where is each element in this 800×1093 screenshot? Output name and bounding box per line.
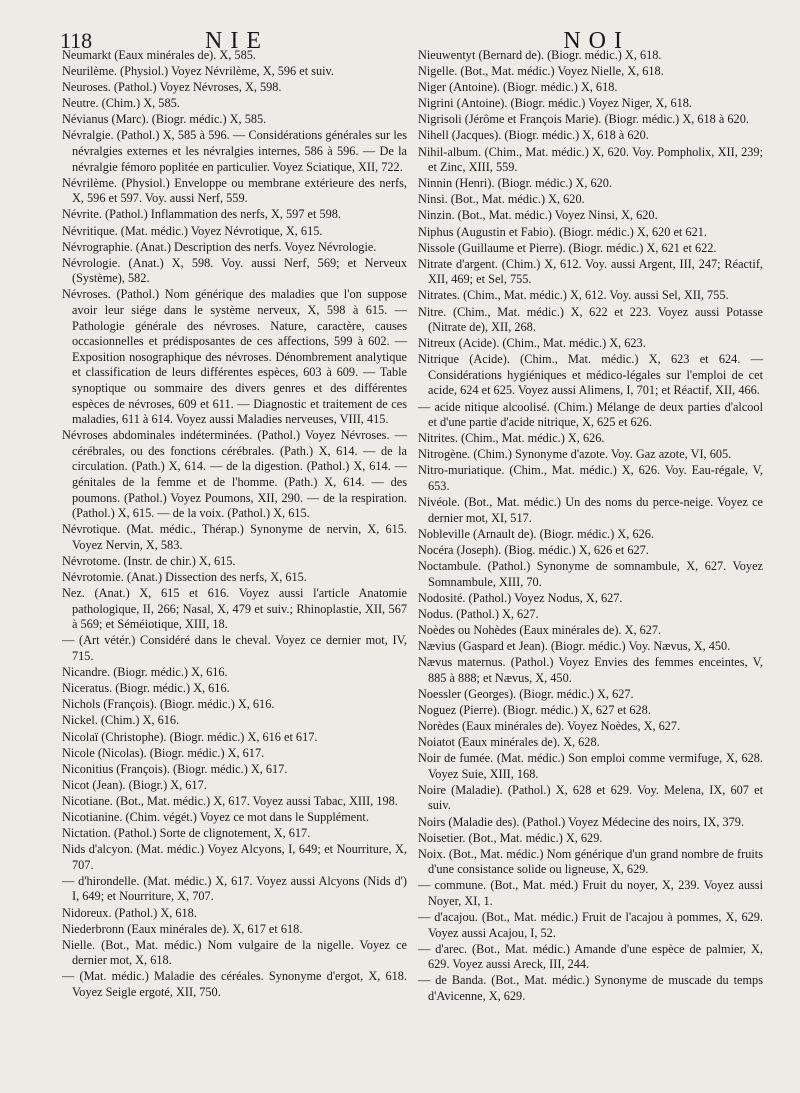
index-entry: Ninnin (Henri). (Biogr. médic.) X, 620. — [418, 176, 612, 191]
index-entry: Névrotique. (Mat. médic., Thérap.) Synonyme de nervin, X, 615. Voyez Nervin, X, 583. — [62, 522, 407, 552]
index-entry: — (Art vétér.) Considéré dans le cheval. Voyez ce dernier mot, IV, 715. — [62, 633, 407, 664]
index-entry: Niphus (Augustin et Fabio). (Biogr. médic.) X, 620 et 621. — [418, 224, 707, 239]
index-entry: Noiatot (Eaux minérales de). X, 628. — [418, 735, 600, 750]
index-entry: Niconitius (François). (Biogr. médic.) X, 617. — [62, 761, 288, 776]
index-entry: Névritique. (Mat. médic.) Voyez Névrotique, X, 615. — [62, 223, 323, 238]
index-entry: — d'acajou. (Bot., Mat. médic.) Fruit de l'acajou à pommes, X, 629. Voyez aussi Acajou, I, 52. — [418, 910, 763, 940]
index-entry: Nissole (Guillaume et Pierre). (Biogr. médic.) X, 621 et 622. — [418, 240, 717, 255]
index-entry: Nicotiane. (Bot., Mat. médic.) X, 617. Voyez aussi Tabac, XIII, 198. — [62, 793, 398, 808]
right-column — [418, 48, 763, 1005]
index-entry: Névralgie. (Pathol.) X, 585 à 596. — Considérations générales sur les névralgies externes et les névralgies internes, 586 à 596. — De la névralgie fémoro poplitée en particulier. Voyez Sciatique, XII, 722. — [62, 128, 407, 174]
index-entry: Noire (Maladie). (Pathol.) X, 628 et 629. Voy. Melena, IX, 607 et suiv. — [418, 782, 763, 813]
index-entry: — de Banda. (Bot., Mat. médic.) Synonyme de muscade du temps d'Avicenne, X, 629. — [418, 973, 763, 1004]
index-entry: Névroses. (Pathol.) Nom générique des maladies que l'on suppose avoir leur siége dans le système nerveux, X, 598 à 615. — Pathologie générale des névroses. Nature, caractère, causes occasionnelles et prédisposantes de ces affections, 599 à 602. — Exposition nosographique des névroses. Dénombrement analytique et classification de leurs différentes espèces, 603 à 609. — Table synoptique ou sommaire des divers genres et des différentes espèces de névroses, 609 et 611. — Diagnostic et traitement de ces maladies, 611 à 614. Voyez aussi Maladies nerveuses, VIII, 415. — [62, 287, 407, 427]
index-entry: Névianus (Marc). (Biogr. médic.) X, 585. — [62, 112, 267, 127]
index-entry: Névrotomie. (Anat.) Dissection des nerfs, X, 615. — [62, 570, 307, 585]
index-entry: Nævus maternus. (Pathol.) Voyez Envies des femmes enceintes, V, 885 à 888; et Nævus, X, 450. — [418, 655, 763, 685]
index-entry: Nitrites. (Chim., Mat. médic.) X, 626. — [418, 431, 605, 446]
index-entry: Nobleville (Arnault de). (Biogr. médic.) X, 626. — [418, 526, 654, 541]
index-entry: Nicotianine. (Chim. végét.) Voyez ce mot dans le Supplément. — [62, 810, 369, 824]
index-entry: Nitro-muriatique. (Chim., Mat. médic.) X, 626. Voy. Eau-régale, V, 653. — [418, 463, 763, 494]
index-entry: — acide nitique alcoolisé. (Chim.) Mélange de deux parties d'alcool et d'une partie d'acide nitrique, X, 625 et 626. — [418, 399, 763, 430]
index-entry: Nicolaï (Christophe). (Biogr. médic.) X, 616 et 617. — [62, 729, 318, 744]
index-entry: Nids d'alcyon. (Mat. médic.) Voyez Alcyons, I, 649; et Nourriture, X, 707. — [62, 842, 407, 872]
index-entry: Neumarkt (Eaux minérales de). X, 585. — [62, 48, 256, 62]
index-entry: Nitrogène. (Chim.) Synonyme d'azote. Voy. Gaz azote, VI, 605. — [418, 447, 732, 462]
index-entry: Nocéra (Joseph). (Biog. médic.) X, 626 et 627. — [418, 542, 649, 557]
index-entry: Nivéole. (Bot., Mat. médic.) Un des noms du perce-neige. Voyez ce dernier mot, XI, 517. — [418, 495, 763, 525]
running-head-left: NIE — [205, 28, 269, 54]
index-entry: Niger (Antoine). (Biogr. médic.) X, 618. — [418, 80, 618, 95]
index-entry: Neutre. (Chim.) X, 585. — [62, 96, 180, 111]
index-entry: Nidoreux. (Pathol.) X, 618. — [62, 905, 197, 920]
index-entry: Nigelle. (Bot., Mat. médic.) Voyez Nielle, X, 618. — [418, 64, 664, 79]
index-entry: — d'hirondelle. (Mat. médic.) X, 617. Voyez aussi Alcyons (Nids d') I, 649; et Nourriture, X, 707. — [62, 873, 407, 904]
index-entry: Norèdes (Eaux minérales de). Voyez Noèdes, X, 627. — [418, 718, 681, 733]
index-entry: Névrite. (Pathol.) Inflammation des nerfs, X, 597 et 598. — [62, 207, 342, 222]
index-entry: Nihil-album. (Chim., Mat. médic.) X, 620. Voy. Pompholix, XII, 239; et Zinc, XIII, 559. — [418, 144, 763, 175]
page-number: 118 — [60, 28, 93, 53]
index-entry: Névrotome. (Instr. de chir.) X, 615. — [62, 554, 236, 568]
index-entry: Nieuwentyt (Bernard de). (Biogr. médic.) X, 618. — [418, 48, 662, 62]
index-entry: Névroses abdominales indéterminées. (Pathol.) Voyez Névroses. — cérébrales, ou des fonctions cérébrales. (Path.) X, 614. — de la circulation. (Path.) X, 614. — de la digestion. (Pathol.) X, 614. — génitales de la femme et de l'homme. (Path.) X, 614. — des poumons. (Pathol.) Voyez Poumons, XII, 290. — de la respiration. (Pathol.) X, 615. — de la voix. (Pathol.) X, 615. — [62, 428, 407, 521]
index-entry: Nitrates. (Chim., Mat. médic.) X, 612. Voy. aussi Sel, XII, 755. — [418, 288, 729, 303]
index-entry: Nicandre. (Biogr. médic.) X, 616. — [62, 665, 228, 680]
index-entry: Noguez (Pierre). (Biogr. médic.) X, 627 et 628. — [418, 702, 651, 717]
index-entry: Nichols (François). (Biogr. médic.) X, 616. — [62, 697, 275, 712]
index-entry: Nicole (Nicolas). (Biogr. médic.) X, 617. — [62, 745, 265, 760]
index-entry: Nitrique (Acide). (Chim., Mat. médic.) X, 623 et 624. — Considérations hygiéniques et médico-légales sur l'emploi de cet acide, 624 et 625. Voyez aussi Alimens, I, 701; et Réactif, XII, 466. — [418, 352, 763, 398]
index-entry: Nickel. (Chim.) X, 616. — [62, 713, 180, 728]
index-entry: Nævius (Gaspard et Jean). (Biogr. médic.) Voy. Nævus, X, 450. — [418, 638, 731, 653]
index-entry: Noir de fumée. (Mat. médic.) Son emploi comme vermifuge, X, 628. Voyez Suie, XIII, 168. — [418, 751, 763, 781]
index-entry: Nictation. (Pathol.) Sorte de clignotement, X, 617. — [62, 826, 311, 841]
index-entry: Nigrisoli (Jérôme et François Marie). (Biogr. médic.) X, 618 à 620. — [418, 112, 749, 127]
index-entry: Neurilème. (Physiol.) Voyez Névrilème, X, 596 et suiv. — [62, 64, 334, 79]
index-entry: Nodus. (Pathol.) X, 627. — [418, 606, 539, 621]
index-entry: Nitrate d'argent. (Chim.) X, 612. Voy. aussi Argent, III, 247; Réactif, XII, 469; et Sel, 755. — [418, 256, 763, 287]
index-entry: Neuroses. (Pathol.) Voyez Névroses, X, 598. — [62, 80, 282, 95]
index-entry: Nicot (Jean). (Biogr.) X, 617. — [62, 777, 207, 792]
index-entry: Noisetier. (Bot., Mat. médic.) X, 629. — [418, 830, 603, 845]
running-head-right: NOI — [563, 28, 630, 54]
index-entry: Nihell (Jacques). (Biogr. médic.) X, 618 à 620. — [418, 128, 649, 143]
index-entry: Ninsi. (Bot., Mat. médic.) X, 620. — [418, 192, 585, 207]
index-entry: Névrilème. (Physiol.) Enveloppe ou membrane extérieure des nerfs, X, 596 et 597. Voy. aussi Nerf, 559. — [62, 175, 407, 206]
index-entry: Noix. (Bot., Mat. médic.) Nom générique d'un grand nombre de fruits d'une consistance solide ou ligneuse, X, 629. — [418, 846, 763, 877]
index-entry: Nigrini (Antoine). (Biogr. médic.) Voyez Niger, X, 618. — [418, 96, 692, 111]
index-entry: Nielle. (Bot., Mat. médic.) Nom vulgaire de la nigelle. Voyez ce dernier mot, X, 618. — [62, 937, 407, 968]
index-entry: Nez. (Anat.) X, 615 et 616. Voyez aussi l'article Anatomie pathologique, II, 266; Nasal, X, 479 et suiv.; Rhinoplastie, XII, 567 à 569; et Séméiotique, XIII, 18. — [62, 586, 407, 632]
index-entry: — d'arec. (Bot., Mat. médic.) Amande d'une espèce de palmier, X, 629. Voyez aussi Areck, III, 244. — [418, 941, 763, 972]
index-entry: Noctambule. (Pathol.) Synonyme de somnambule, X, 627. Voyez Somnambule, XIII, 70. — [418, 559, 763, 589]
index-entry: — commune. (Bot., Mat. méd.) Fruit du noyer, X, 239. Voyez aussi Noyer, XI, 1. — [418, 878, 763, 908]
index-entry: Noirs (Maladie des). (Pathol.) Voyez Médecine des noirs, IX, 379. — [418, 814, 745, 829]
index-entry: Niederbronn (Eaux minérales de). X, 617 et 618. — [62, 921, 303, 936]
index-entry: Nitreux (Acide). (Chim., Mat. médic.) X, 623. — [418, 336, 646, 351]
index-entry: Noèdes ou Nohèdes (Eaux minérales de). X, 627. — [418, 622, 662, 637]
index-entry: Noessler (Georges). (Biogr. médic.) X, 627. — [418, 686, 634, 701]
left-column — [62, 48, 407, 1001]
index-entry: Névrographie. (Anat.) Description des nerfs. Voyez Névrologie. — [62, 239, 377, 254]
index-entry: Ninzin. (Bot., Mat. médic.) Voyez Ninsi, X, 620. — [418, 208, 658, 223]
index-entry: — (Mat. médic.) Maladie des céréales. Synonyme d'ergot, X, 618. Voyez Seigle ergoté, XII, 750. — [62, 969, 407, 1000]
index-entry: Nodosité. (Pathol.) Voyez Nodus, X, 627. — [418, 590, 623, 605]
index-entry: Névrologie. (Anat.) X, 598. Voy. aussi Nerf, 569; et Nerveux (Système), 582. — [62, 255, 407, 286]
index-entry: Niceratus. (Biogr. médic.) X, 616. — [62, 681, 230, 696]
index-entry: Nitre. (Chim., Mat. médic.) X, 622 et 223. Voyez aussi Potasse (Nitrate de), XII, 268. — [418, 304, 763, 335]
